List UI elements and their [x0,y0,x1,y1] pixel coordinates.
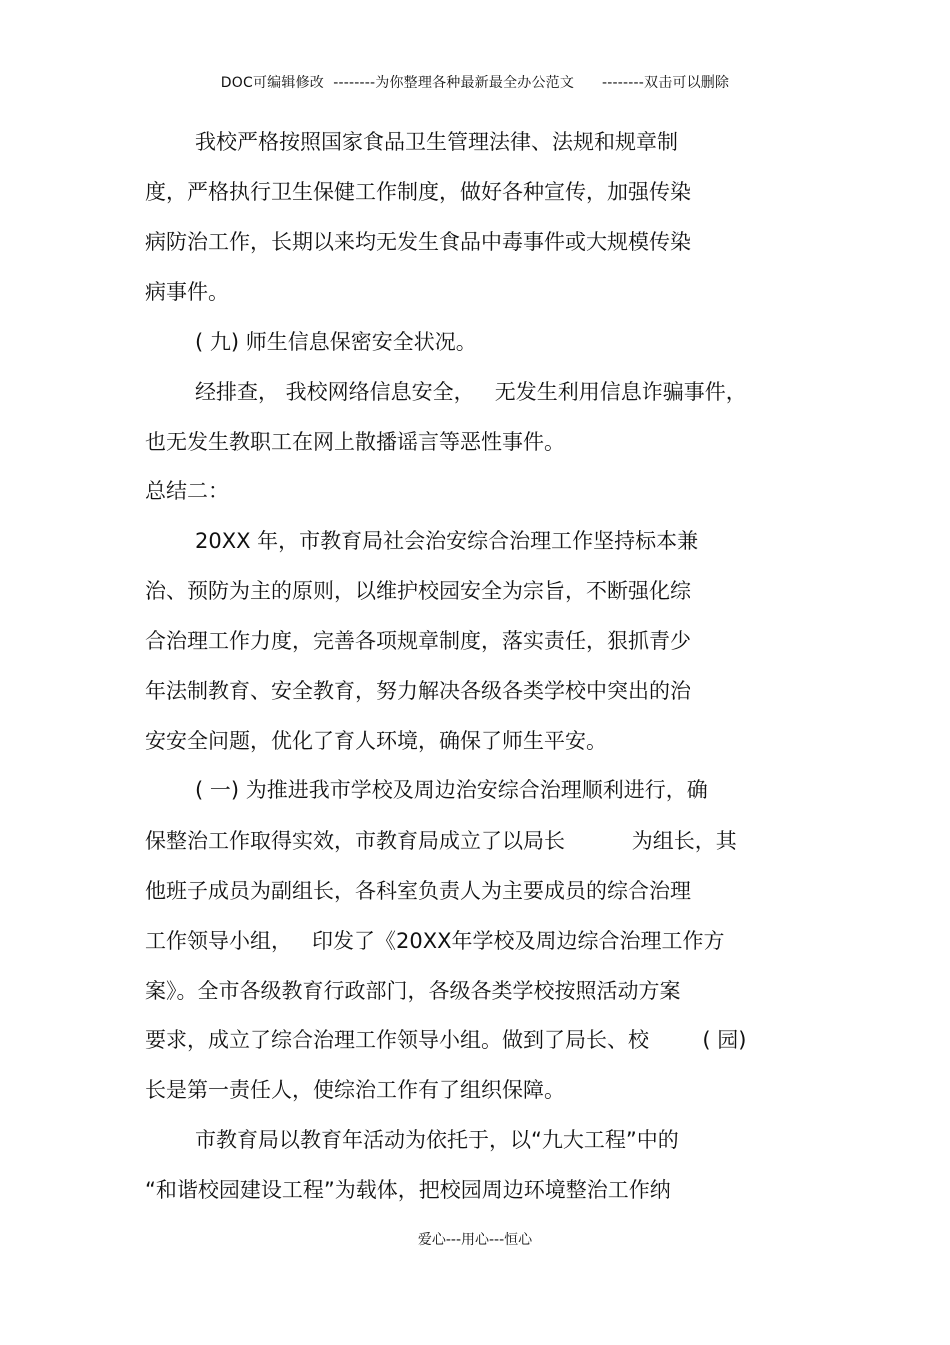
paragraph-line: 我校严格按照国家食品卫生管理法律、法规和规章制 [195,130,678,154]
paragraph-line: 工作领导小组， 印发了《20XX年学校及周边综合治理工作方 [145,929,725,953]
paragraph-line: 长是第一责任人，使综治工作有了组织保障。 [145,1078,565,1102]
paragraph-line: “和谐校园建设工程”为载体，把校园周边环境整治工作纳 [145,1178,671,1202]
paragraph-line: 也无发生教职工在网上散播谣言等恶性事件。 [145,430,565,454]
paragraph-line: 年法制教育、安全教育，努力解决各级各类学校中突出的治 [145,679,691,703]
paragraph-line: 度，严格执行卫生保健工作制度，做好各种宣传，加强传染 [145,180,691,204]
section-heading: ( 九) 师生信息保密安全状况。 [195,330,477,354]
paragraph-line: 保整治工作取得实效，市教育局成立了以局长 为组长，其 [145,829,737,853]
paragraph-line: 合治理工作力度，完善各项规章制度，落实责任，狠抓青少 [145,629,691,653]
paragraph-line: 治、预防为主的原则，以维护校园安全为宗旨，不断强化综 [145,579,691,603]
page-header: DOC可编辑修改 --------为你整理各种最新最全办公范文 --------双击可以删除 [220,75,730,91]
paragraph-line: 案》。全市各级教育行政部门，各级各类学校按照活动方案 [145,979,681,1003]
paragraph-line: 他班子成员为副组长，各科室负责人为主要成员的综合治理 [145,879,691,903]
paragraph-line: 安安全问题，优化了育人环境，确保了师生平安。 [145,729,607,753]
paragraph-line: 病防治工作，长期以来均无发生食品中毒事件或大规模传染 [145,230,691,254]
paragraph-line: 经排查， 我校网络信息安全， 无发生利用信息诈骗事件， [195,380,747,404]
paragraph-line: ( 一) 为推进我市学校及周边治安综合治理顺利进行，确 [195,778,708,802]
page-footer: 爱心---用心---恒心 [417,1232,533,1248]
paragraph-line: 要求，成立了综合治理工作领导小组。做到了局长、校 ( 园) [145,1028,747,1052]
section-title: 总结二： [145,479,229,503]
paragraph-line: 20XX 年，市教育局社会治安综合治理工作坚持标本兼 [195,529,699,553]
paragraph-line: 病事件。 [145,280,229,304]
paragraph-line: 市教育局以教育年活动为依托于，以“九大工程”中的 [195,1128,679,1152]
